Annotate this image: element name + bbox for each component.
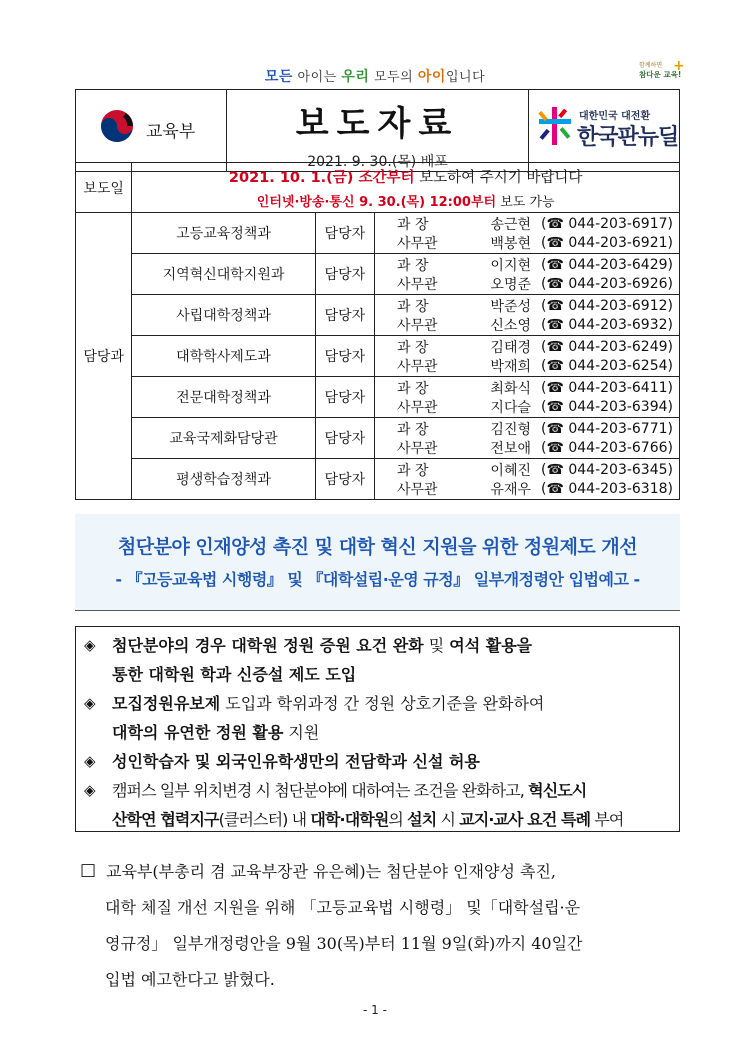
diamond-bullet-icon: ◈ — [84, 752, 96, 770]
contact-name: 박준성 — [490, 298, 531, 315]
contact-cell — [375, 418, 680, 459]
contact-label: 담당자 — [315, 377, 374, 418]
summary-plain: 도입과 학위과정 간 정원 상호기준을 완화하여 — [220, 694, 545, 713]
body-text: 입법 예고한다고 밝혔다. — [105, 969, 275, 989]
contact-line — [397, 337, 673, 356]
dept-row — [76, 295, 680, 336]
contact-role: 사무관 — [397, 440, 438, 457]
embargo-line-2-red: 인터넷·방송·통신 9. 30.(목) 12:00부터 — [256, 194, 497, 210]
contact-phone: (☎ 044-203-6917) — [541, 215, 673, 232]
diamond-bullet-icon: ◈ — [84, 636, 96, 654]
contact-role: 사무관 — [397, 276, 438, 293]
summary-plain: 시 — [436, 810, 460, 829]
contact-label: 담당자 — [315, 459, 374, 500]
dept-name: 교육국제화담당관 — [132, 418, 315, 459]
contact-line — [397, 233, 673, 252]
contact-name: 전보애 — [490, 440, 531, 457]
summary-text — [112, 747, 480, 776]
body-text: 교육부(부총리 겸 교육부장관 유은혜)는 첨단분야 인재양성 촉진, — [106, 861, 557, 881]
diamond-bullet-icon: ◈ — [84, 781, 96, 799]
contact-phone: (☎ 044-203-6926) — [541, 275, 673, 292]
embargo-line-2 — [132, 191, 679, 210]
slogan-word-2: 우리 — [341, 69, 370, 85]
summary-item — [84, 747, 671, 776]
contact-role: 사무관 — [397, 399, 438, 416]
contact-role: 과 장 — [397, 462, 429, 479]
summary-bold: 대학의 유연한 정원 활용 — [112, 723, 284, 742]
dept-row — [76, 459, 680, 500]
contact-name: 백봉현 — [490, 235, 531, 252]
contact-name: 지다슬 — [490, 399, 531, 416]
headline-title: 첨단분야 인재양성 촉진 및 대학 혁신 지원을 위한 정원제도 개선 — [117, 536, 638, 558]
embargo-line-1-rest: 보도하여 주시기 바랍니다 — [414, 169, 583, 186]
contact-role: 과 장 — [397, 257, 429, 274]
contact-cell — [375, 295, 680, 336]
contact-name: 김진형 — [490, 421, 531, 438]
summary-plain: 지원 — [283, 723, 320, 742]
newdeal-logo-cell — [529, 90, 680, 172]
dept-row — [76, 213, 680, 254]
contact-line — [397, 274, 673, 293]
newdeal-subtitle: 대한민국 대전환 — [579, 111, 651, 122]
contact-name: 유재우 — [490, 481, 531, 498]
summary-plain: 및 — [423, 636, 450, 655]
summary-text — [112, 631, 532, 689]
contact-cell — [375, 459, 680, 500]
body-line — [80, 888, 680, 924]
dept-name: 평생학습정책과 — [132, 459, 315, 500]
contact-phone: (☎ 044-203-6912) — [541, 297, 673, 314]
contact-phone: (☎ 044-203-6318) — [541, 480, 673, 497]
embargo-line-2-rest: 보도 가능 — [496, 194, 555, 210]
embargo-cell — [132, 163, 680, 213]
dept-label: 담당과 — [76, 213, 132, 500]
summary-bold: 산학연 협력지구 — [112, 810, 219, 829]
taegeuk-icon — [100, 109, 134, 143]
contact-name: 신소영 — [490, 317, 531, 334]
summary-item — [84, 776, 671, 834]
contact-name: 이혜진 — [490, 462, 531, 479]
doc-title: 보도자료 — [295, 104, 460, 144]
square-bullet-icon: □ — [80, 860, 97, 880]
summary-item — [84, 631, 671, 689]
slogan-word-1: 모든 — [264, 69, 293, 85]
dept-row — [76, 254, 680, 295]
contact-cell — [375, 254, 680, 295]
dept-name: 대학학사제도과 — [132, 336, 315, 377]
contact-line — [397, 438, 673, 457]
body-line — [80, 924, 680, 960]
summary-item — [84, 689, 671, 747]
dept-row — [76, 336, 680, 377]
summary-bold: 혁신도시 — [528, 781, 587, 800]
summary-plain: (클러스터) 내 — [218, 810, 311, 829]
body-paragraph — [80, 852, 680, 996]
summary-bold: 대학·대학원 — [310, 810, 389, 829]
page-number: - 1 - — [363, 1003, 387, 1017]
contact-phone: (☎ 044-203-6249) — [541, 338, 673, 355]
dept-row — [76, 418, 680, 459]
contact-line — [397, 460, 673, 479]
embargo-label: 보도일 — [76, 163, 132, 213]
slogan-text-1: 아이는 — [292, 70, 342, 85]
contact-line — [397, 315, 673, 334]
dept-name: 고등교육정책과 — [132, 213, 315, 254]
contact-name: 송근현 — [490, 216, 531, 233]
summary-bold: 성인학습자 및 외국인유학생만의 전담학과 신설 허용 — [112, 752, 480, 771]
contact-line — [397, 214, 673, 233]
contact-phone: (☎ 044-203-6345) — [541, 461, 673, 478]
summary-plain: 부여 — [590, 810, 624, 829]
headline-subtitle: - 『고등교육법 시행령』 및 『대학설립·운영 규정』 일부개정령안 입법예고 - — [115, 570, 640, 589]
contact-name: 김태경 — [490, 339, 531, 356]
contact-role: 과 장 — [397, 421, 429, 438]
plus-icon: + — [673, 58, 685, 74]
contact-name: 이지현 — [490, 257, 531, 274]
diamond-bullet-icon: ◈ — [84, 694, 96, 712]
campaign-logo-main: 참다운 교육! — [639, 70, 682, 79]
slogan-word-3: 아이 — [417, 69, 446, 85]
body-text: 대학 체질 개선 지원을 위해 「고등교육법 시행령」 및「대학설립·운 — [105, 897, 581, 917]
contact-line — [397, 255, 673, 274]
summary-bold: 통한 대학원 학과 신증설 제도 도입 — [112, 665, 357, 684]
dept-name: 지역혁신대학지원과 — [132, 254, 315, 295]
embargo-line-1-red: 2021. 10. 1.(금) 조간부터 — [228, 169, 415, 186]
contact-phone: (☎ 044-203-6771) — [541, 420, 673, 437]
contact-phone: (☎ 044-203-6932) — [541, 316, 673, 333]
contact-line — [397, 419, 673, 438]
summary-text — [112, 776, 623, 834]
newdeal-mark-icon — [537, 105, 573, 147]
contact-role: 과 장 — [397, 216, 429, 233]
contact-name: 오명준 — [490, 276, 531, 293]
body-line — [80, 852, 680, 888]
contact-label: 담당자 — [315, 336, 374, 377]
contact-phone: (☎ 044-203-6394) — [541, 398, 673, 415]
contact-cell — [375, 377, 680, 418]
contact-phone: (☎ 044-203-6254) — [541, 357, 673, 374]
contact-phone: (☎ 044-203-6411) — [541, 379, 673, 396]
summary-plain: 캠퍼스 일부 위치변경 시 첨단분야에 대하여는 조건을 완화하고, — [112, 781, 529, 800]
contact-line — [397, 479, 673, 498]
contact-role: 사무관 — [397, 317, 438, 334]
contact-label: 담당자 — [315, 418, 374, 459]
body-line — [80, 960, 680, 996]
contact-cell — [375, 213, 680, 254]
contact-role: 사무관 — [397, 235, 438, 252]
body-text: 영규정」 일부개정령안을 9월 30(목)부터 11월 9일(화)까지 40일간 — [105, 933, 583, 953]
contact-role: 사무관 — [397, 481, 438, 498]
contact-name: 박재희 — [490, 358, 531, 375]
contact-role: 과 장 — [397, 380, 429, 397]
slogan-text-3: 입니다 — [445, 70, 486, 85]
summary-bold: 첨단분야의 경우 대학원 정원 증원 요건 완화 — [112, 636, 424, 655]
ministry-logo-cell — [76, 90, 227, 172]
summary-box — [75, 626, 680, 832]
doc-date: 2021. 9. 30.(목) 배포 — [307, 154, 448, 170]
campaign-logo-small: 함께하면 — [639, 62, 663, 69]
contact-phone: (☎ 044-203-6921) — [541, 234, 673, 251]
summary-bold: 교지·교사 요건 특례 — [459, 810, 591, 829]
contact-phone: (☎ 044-203-6766) — [541, 439, 673, 456]
info-table — [75, 162, 680, 500]
contact-role: 사무관 — [397, 358, 438, 375]
summary-bold: 여석 활용을 — [449, 636, 533, 655]
summary-bold: 설치 — [407, 810, 437, 829]
title-cell — [227, 90, 529, 172]
newdeal-title: 한국판뉴딜 — [577, 125, 679, 150]
contact-line — [397, 296, 673, 315]
contact-phone: (☎ 044-203-6429) — [541, 256, 673, 273]
contact-line — [397, 397, 673, 416]
contact-role: 과 장 — [397, 298, 429, 315]
summary-plain: 의 — [388, 810, 408, 829]
dept-name: 전문대학정책과 — [132, 377, 315, 418]
campaign-logo — [625, 58, 689, 86]
contact-label: 담당자 — [315, 295, 374, 336]
contact-label: 담당자 — [315, 213, 374, 254]
contact-line — [397, 378, 673, 397]
dept-name: 사립대학정책과 — [132, 295, 315, 336]
contact-label: 담당자 — [315, 254, 374, 295]
dept-row — [76, 377, 680, 418]
contact-line — [397, 356, 673, 375]
contact-role: 과 장 — [397, 339, 429, 356]
summary-text — [112, 689, 544, 747]
header-table — [75, 89, 680, 172]
contact-name: 최화식 — [490, 380, 531, 397]
summary-bold: 모집정원유보제 — [112, 694, 221, 713]
ministry-name: 교육부 — [146, 122, 196, 142]
slogan-text-2: 모두의 — [369, 70, 418, 85]
embargo-line-1 — [132, 166, 679, 187]
contact-cell — [375, 336, 680, 377]
headline-box — [75, 514, 680, 611]
